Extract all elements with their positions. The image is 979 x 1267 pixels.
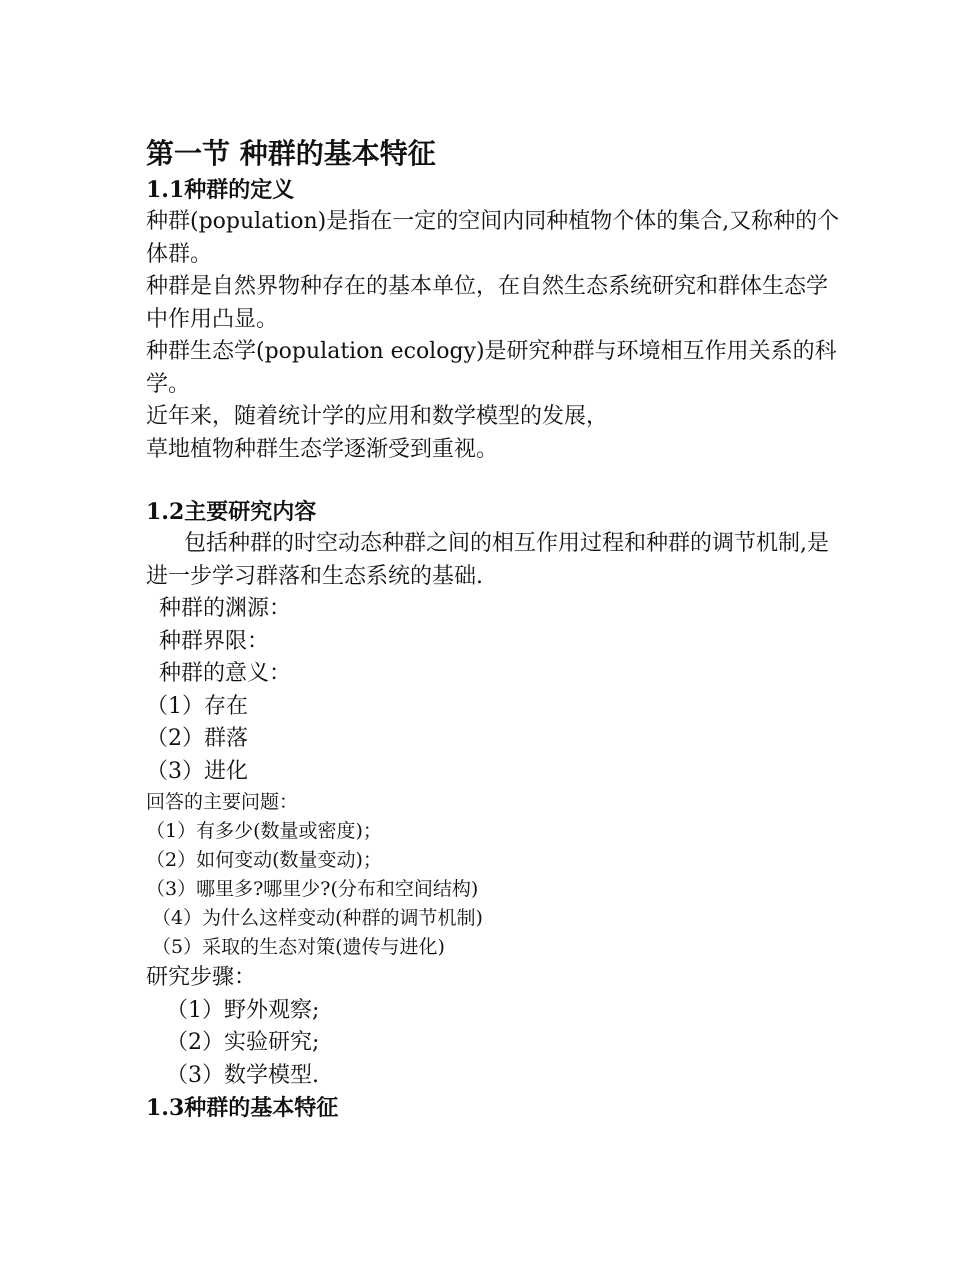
question-item: （1）有多少(数量或密度)； [146,820,382,842]
meaning-list-item: （2）群落 [146,726,248,751]
step-item: （2）实验研究; [166,1030,320,1055]
question-item: （2）如何变动(数量变动)； [146,849,382,871]
paragraph-definition: 种群(population)是指在一定的空间内同种植物个体的集合,又称种的个体群。 [146,209,840,267]
document-page [146,134,846,1124]
questions-label: 回答的主要问题： [146,791,299,813]
paragraph-basic-unit: 种群是自然界物种存在的基本单位，在自然生态系统研究和群体生态学中作用凸显。 [146,274,829,332]
paragraph-population-ecology: 种群生态学(population ecology)是研究种群与环境相互作用关系的科学。 [146,339,837,397]
page-title: 第一节 种群的基本特征 [146,137,436,170]
section-heading-1-1: 1.1种群的定义 [146,177,295,203]
question-item: （5）采取的生态对策(遗传与进化) [152,936,445,958]
section-gap [146,466,846,496]
paragraph-grassland: 草地植物种群生态学逐渐受到重视。 [146,436,499,462]
section-heading-1-3: 1.3种群的基本特征 [146,1095,339,1121]
question-item: （4）为什么这样变动(种群的调节机制) [152,907,483,929]
step-item: （3）数学模型. [166,1062,319,1088]
question-item: （3）哪里多?哪里少?(分布和空间结构) [146,878,479,900]
paragraph-research-content: 包括种群的时空动态种群之间的相互作用过程和种群的调节机制,是进一步学习群落和生态系统的基础. [146,531,829,589]
item-meaning: 种群的意义： [159,661,292,686]
item-origin: 种群的渊源： [159,596,292,621]
steps-label: 研究步骤： [146,965,257,990]
meaning-list-item: （1）存在 [146,693,248,719]
meaning-list-item: （3）进化 [146,758,248,784]
section-heading-1-2: 1.2主要研究内容 [146,499,317,525]
item-boundary: 种群界限： [159,628,270,654]
paragraph-recent-years: 近年来，随着统计学的应用和数学模型的发展， [146,404,609,429]
step-item: （1）野外观察; [166,997,320,1023]
